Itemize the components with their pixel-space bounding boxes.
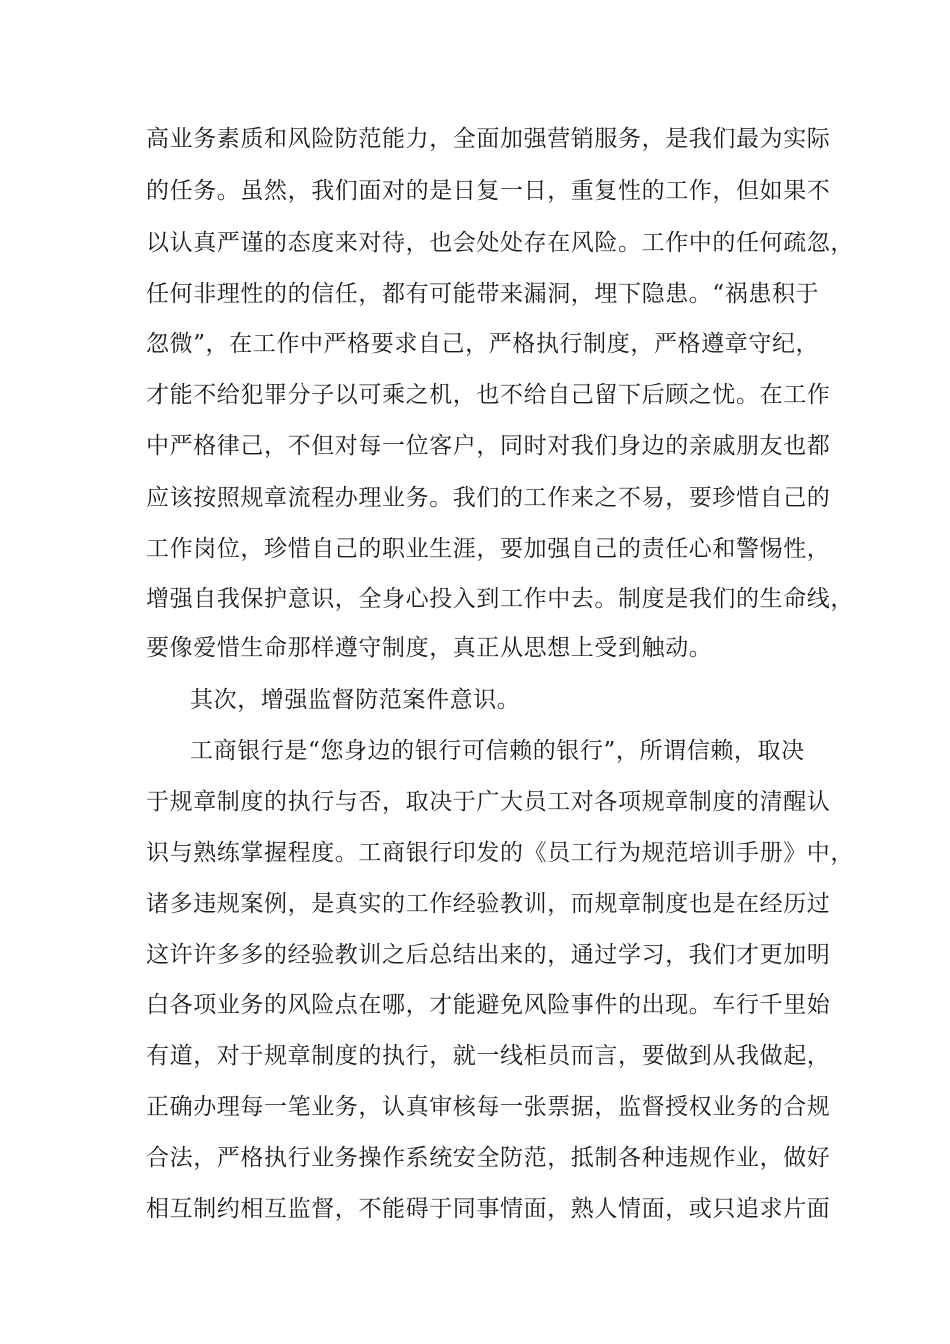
paragraph-line: 忽微”，在工作中严格要求自己，严格执行制度，严格遵章守纪， — [146, 331, 820, 357]
paragraph-line: 才能不给犯罪分子以可乘之机，也不给自己留下后顾之忧。在工作 — [146, 382, 831, 408]
paragraph-line: 应该按照规章流程办理业务。我们的工作来之不易，要珍惜自己的 — [146, 485, 831, 511]
paragraph-line: 增强自我保护意识，全身心投入到工作中去。制度是我们的生命线， — [146, 586, 854, 612]
paragraph-line: 这许许多多的经验教训之后总结出来的，通过学习，我们才更加明 — [146, 942, 831, 968]
paragraph-line: 正确办理每一笔业务，认真审核每一张票据，监督授权业务的合规 — [146, 1094, 831, 1120]
paragraph-line: 白各项业务的风险点在哪，才能避免风险事件的出现。车行千里始 — [146, 992, 831, 1018]
paragraph-first-line: 工商银行是“您身边的银行可信赖的银行”，所谓信赖，取决 — [190, 738, 805, 764]
paragraph-line: 高业务素质和风险防范能力，全面加强营销服务，是我们最为实际 — [146, 126, 831, 152]
paragraph-line: 识与熟练掌握程度。工商银行印发的《员工行为规范培训手册》中， — [146, 840, 854, 866]
paragraph-line: 要像爱惜生命那样遵守制度，真正从思想上受到触动。 — [146, 635, 713, 661]
paragraph-line: 的任务。虽然，我们面对的是日复一日，重复性的工作，但如果不 — [146, 178, 831, 204]
paragraph-line: 有道，对于规章制度的执行，就一线柜员而言，要做到从我做起， — [146, 1043, 831, 1069]
paragraph-line: 相互制约相互监督，不能碍于同事情面，熟人情面，或只追求片面 — [146, 1196, 831, 1222]
paragraph-line: 于规章制度的执行与否，取决于广大员工对各项规章制度的清醒认 — [146, 789, 831, 815]
paragraph-line: 合法，严格执行业务操作系统安全防范，抵制各种违规作业，做好 — [146, 1145, 831, 1171]
paragraph-line: 中严格律己，不但对每一位客户，同时对我们身边的亲戚朋友也都 — [146, 433, 831, 459]
paragraph-line: 以认真严谨的态度来对待，也会处处存在风险。工作中的任何疏忽， — [146, 230, 854, 256]
paragraph-line: 任何非理性的的信任，都有可能带来漏洞，埋下隐患。“祸患积于 — [146, 281, 820, 307]
section-heading: 其次，增强监督防范案件意识。 — [190, 687, 521, 713]
paragraph-line: 诸多违规案例，是真实的工作经验教训，而规章制度也是在经历过 — [146, 891, 831, 917]
paragraph-line: 工作岗位，珍惜自己的职业生涯，要加强自己的责任心和警惕性， — [146, 536, 831, 562]
